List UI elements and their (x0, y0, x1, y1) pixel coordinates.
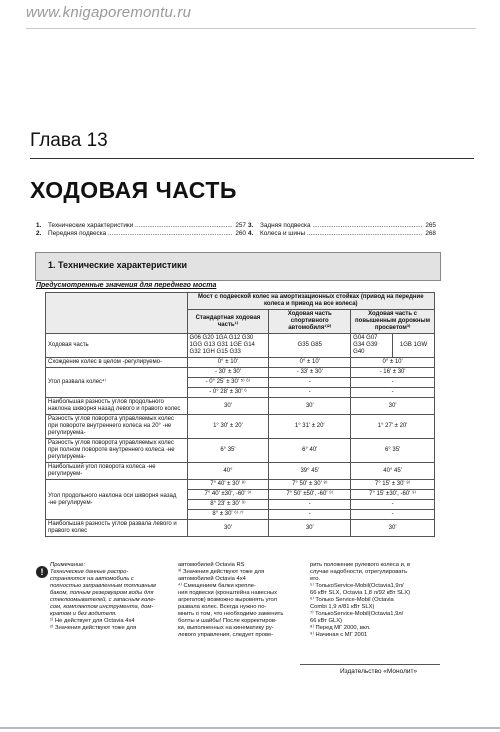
toc-item-number: 1. (36, 222, 42, 229)
footnote: рить положение рулевого колеса и, в (310, 562, 411, 568)
table-row (46, 480, 435, 490)
table-cell: - 0° 25' ± 30' ⁵⁾ ⁶⁾ (187, 378, 269, 388)
chapter-divider (30, 158, 474, 159)
toc-item-number: 2. (36, 230, 42, 237)
notes-column-2 (178, 562, 304, 639)
row-label: Схождение колес в целом -регулируемо- (46, 358, 188, 368)
row-label: Угол продольного наклона оси шкворня назад -не регулируем- (46, 480, 188, 520)
note-line: кратом и без водителя. (50, 611, 117, 617)
row-label: Наибольшая разность углов развала левого и правого колес (46, 520, 188, 537)
table-cell: 6° 35' (351, 439, 435, 463)
table-cell: 1GB 1GW (393, 334, 435, 358)
notes-column-3 (310, 562, 438, 639)
site-watermark: www.knigaporemontu.ru (26, 4, 192, 21)
notes-column-1 (50, 562, 172, 632)
table-cell: 30' (187, 398, 269, 415)
table-cell: 6° 35' (187, 439, 269, 463)
table-cell: - 30' ± 30' (187, 368, 269, 378)
footnote: агрегатов) возможно выровнять угол (178, 597, 277, 603)
row-label: Разность углов поворота управляемых колес при повороте внутреннего колеса на 20° -не регулируема- (46, 415, 188, 439)
table-cell: 6° 40' (269, 439, 351, 463)
chapter-label: Глава 13 (30, 130, 108, 151)
table-cell: G35 G85 (269, 334, 351, 358)
table-cell: 1° 31' ± 20' (269, 415, 351, 439)
publisher-label: Издательство «Монолит» (340, 668, 418, 675)
table-cell: 0° ± 10' (351, 358, 435, 368)
table-cell: - (269, 388, 351, 398)
table-group-header: Мост с подвеской колес на амортизационных стойках (привод на передние колеса и привод на все колеса) (187, 293, 434, 310)
note-line: полностью заправленным топливным (50, 583, 156, 589)
footnote: ¹⁾ Не действует для Octavia 4x4 (50, 618, 135, 624)
table-cell: 30' (187, 520, 269, 537)
bottom-divider (0, 727, 500, 729)
table-row (46, 398, 435, 415)
table-cell: 7° 15' ±30', -60' ⁹⁾ (351, 490, 435, 500)
table-cell: 30' (351, 520, 435, 537)
table-cell: G06 G20 1GA G12 G30 1GG G13 G31 1GE G14 G32 1GH G15 G33 (187, 334, 269, 358)
table-cell: - (351, 510, 435, 520)
footnote: автомобилей Octavia RS (178, 562, 245, 568)
note-line: Примечание: (50, 562, 85, 568)
table-cell: G04 G07 G34 G39 G40 (351, 334, 393, 358)
table-title: Предусмотренные значения для переднего моста (36, 282, 217, 289)
footnote: автомобилей Octavia 4x4 (178, 576, 246, 582)
table-cell: 39° 45' (269, 463, 351, 480)
table-row (46, 358, 435, 368)
table-cell: 40° 45' (351, 463, 435, 480)
note-line: стеклоомывателей, с запасным коле- (50, 597, 156, 603)
table-cell: - (351, 388, 435, 398)
table-cell: 7° 50' ± 30' ⁸⁾ (269, 480, 351, 490)
table-cell: 7° 50' ±50', -60' ⁹⁾ (269, 490, 351, 500)
toc-item-label: Задняя подвеска ..... (260, 222, 422, 230)
table-cell: - (351, 378, 435, 388)
section-heading-box (35, 252, 441, 281)
note-line: сом, комплектом инструмента, дом- (50, 604, 154, 610)
toc-item-number: 4. (248, 230, 254, 237)
table-cell: - 16' ± 30' (351, 368, 435, 378)
footnote: его. (310, 576, 321, 582)
footnote: ²⁾ Значения действуют тоже для (50, 625, 137, 631)
toc-left (36, 222, 246, 238)
table-row (46, 520, 435, 537)
toc-item[interactable] (36, 222, 246, 230)
table-row (46, 439, 435, 463)
toc-item-page: 265 (425, 222, 436, 229)
table-cell: 7° 40' ± 30' ⁸⁾ (187, 480, 269, 490)
column-header: Ходовая часть спортивного автомобиля¹⁾²⁾ (269, 310, 351, 334)
toc-item-label: Технические характеристики ..... (48, 222, 232, 230)
footnote: Combi 1,9 л/81 кВт SLX) (310, 604, 375, 610)
toc-item-page: 260 (235, 230, 246, 237)
top-divider (26, 28, 476, 29)
table-cell: 7° 15' ± 30' ⁸⁾ (351, 480, 435, 490)
row-label: Угол развала колес⁴⁾ (46, 368, 188, 398)
toc-item-page: 257 (235, 222, 246, 229)
table-cell: 1° 30' ± 20' (187, 415, 269, 439)
note-line: Технические данные распро- (50, 569, 129, 575)
table-cell: 0° ± 10' (187, 358, 269, 368)
table-cell: 30' (269, 398, 351, 415)
row-label: Наибольшая разность углов продольного наклона шкворня назад левого и правого колес (46, 398, 188, 415)
table-cell: - 0° 28' ± 30' ⁶ (187, 388, 269, 398)
toc-item-label: Колеса и шины ..... (260, 230, 422, 238)
column-header: Ходовая часть с повышенным дорожным просветом³⁾ (351, 310, 435, 334)
footnote: ⁷⁾ ТолькоService-Mobil(Octavia1,9л/ (310, 611, 404, 617)
table-row (46, 293, 435, 310)
footnote: ⁶⁾ Только Service-Mobil (Octavia (310, 597, 394, 603)
footnote: ³⁾ Значения действуют тоже для (178, 569, 265, 575)
table-cell: 7° 40' ±30', -60' ⁹⁾ (187, 490, 269, 500)
note-line: страняются на автомобиль с (50, 576, 134, 582)
footnote: ния подвески (кронштейна навесных (178, 590, 278, 596)
footnote: 66 кВт GLX) (310, 618, 343, 624)
table-cell: - 33' ± 30' (269, 368, 351, 378)
publisher-divider (300, 664, 440, 665)
footnote: случае надобности, отрегулировать (310, 569, 407, 575)
toc-item[interactable] (248, 222, 436, 230)
table-cell: 30' (269, 520, 351, 537)
row-label: Разность углов поворота управляемых колес при полном повороте внутреннего колеса -не регулируема- (46, 439, 188, 463)
table-cell: - (269, 378, 351, 388)
alignment-spec-table (45, 292, 435, 537)
toc-item-page: 268 (425, 230, 436, 237)
table-cell: - (351, 500, 435, 510)
footnote: мнить о том, что необходимо заменить (178, 611, 284, 617)
footnote: болты и шайбы! После корректиров- (178, 618, 277, 624)
section-heading: 1. Технические характеристики (48, 260, 188, 270)
table-cell: - (269, 510, 351, 520)
table-row (46, 415, 435, 439)
footnote: левого управления, следует прове- (178, 632, 274, 638)
table-cell: 30' (351, 398, 435, 415)
row-label: Наибольший угол поворота колеса -не регулируем- (46, 463, 188, 480)
toc-right (248, 222, 436, 238)
table-cell: - (269, 500, 351, 510)
footnote: ⁸⁾ Перед МГ 2000, вкл. (310, 625, 371, 631)
table-corner-cell (46, 293, 188, 334)
footnote: ⁹⁾ Начиная с МГ 2001 (310, 632, 368, 638)
footnote: ⁴⁾ Смещением балки крепле- (178, 583, 256, 589)
footnote: ки, выполненных на кинематику ру- (178, 625, 274, 631)
table-row (46, 463, 435, 480)
toc-item-number: 3. (248, 222, 254, 229)
footnote: ⁵⁾ ТолькоService-Mobil(Octavia1,9л/ (310, 583, 404, 589)
toc-item[interactable] (248, 230, 436, 238)
chapter-title: ХОДОВАЯ ЧАСТЬ (30, 177, 237, 203)
table-row (46, 334, 435, 358)
table-cell: 8° ± 30' ⁶⁾ ⁷⁾ (187, 510, 269, 520)
toc-item-label: Передняя подвеска ..... (48, 230, 232, 238)
table-cell: 8° 23' ± 30' ⁹⁾ (187, 500, 269, 510)
table-row (46, 368, 435, 378)
table-cell: 1° 27' ± 20' (351, 415, 435, 439)
toc-item[interactable] (36, 230, 246, 238)
note-line: баком, полным резервуаром воды для (50, 590, 154, 596)
info-icon: ! (36, 566, 48, 578)
footnote: развала колес. Всегда нужно по- (178, 604, 267, 610)
table-cell: 40° (187, 463, 269, 480)
row-label: Ходовая часть (46, 334, 188, 358)
footnote: 66 кВт SLX, Octavia 1,8 л/92 кВт SLX) (310, 590, 411, 596)
column-header: Стандартная ходовая часть¹⁾ (187, 310, 269, 334)
table-cell: 0° ± 10' (269, 358, 351, 368)
